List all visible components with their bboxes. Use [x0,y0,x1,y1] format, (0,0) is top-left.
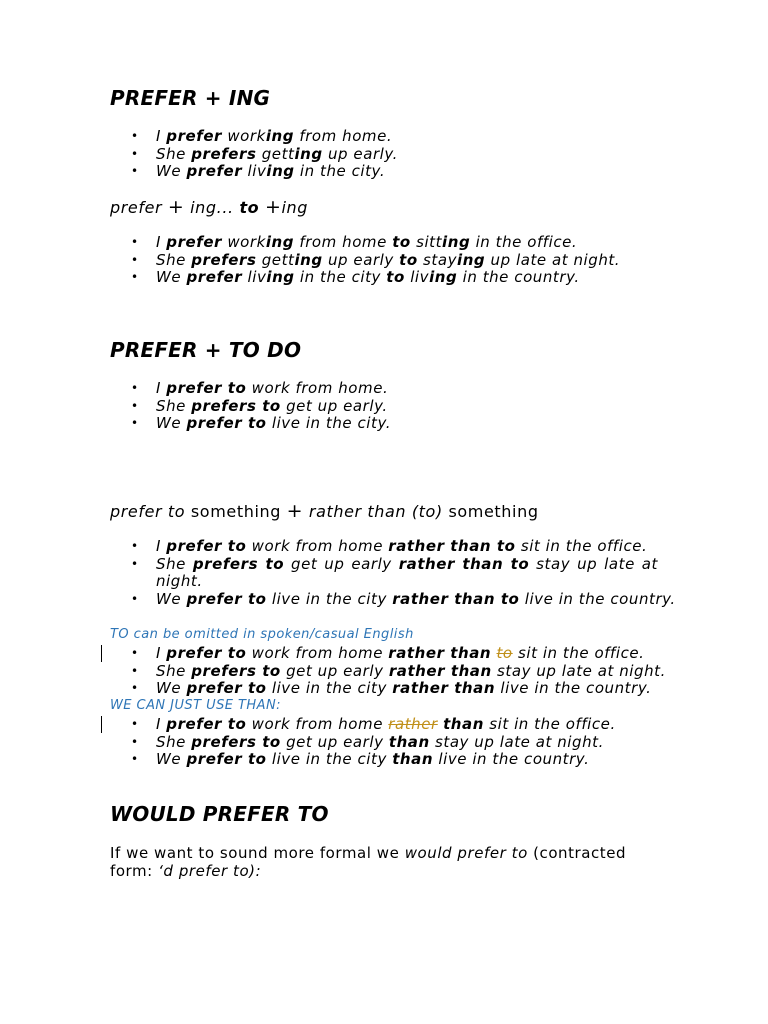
list-prefer-ing-to-ing [110,234,658,287]
list-item: • We prefer to live in the city. [110,415,658,433]
list-item-text: I prefer to work from home rather than to sit in the office. [156,644,645,662]
list-rather-than-to [110,537,676,608]
note-to-omitted: TO can be omitted in spoken/casual English [110,627,414,642]
list-item [110,716,658,734]
list-item: • I prefer to work from home rather than to sit in the office. [110,538,658,556]
list-rather-than [110,644,666,698]
paragraph-formal: If we want to sound more formal we would prefer to (contracted form: ‘d prefer to): [110,844,627,880]
list-item: • She prefers to get up early rather than stay up late at night. [110,663,658,681]
list-than [110,716,658,769]
cursor-mark [101,716,102,733]
list-item: • She prefers to get up early. [110,398,658,416]
list-item: • She prefers to get up early than stay up late at night. [110,734,658,752]
list-prefer-ing [110,128,658,181]
list-item: • We prefer to live in the city than live in the country. [110,751,658,769]
list-item: • She prefers to get up early rather than to stay up late at night. [110,556,658,591]
heading-prefer-ing: PREFER + ING [110,86,271,110]
list-prefer-to-do [110,380,658,433]
list-item: • I prefer working from home. [110,128,658,146]
list-item-text: I prefer to work from home rather than sit in the office. [156,715,616,733]
list-item: • She prefers getting up early. [110,146,658,164]
list-item: • We prefer to live in the city rather than live in the country. [110,680,658,698]
list-item: • We prefer to live in the city rather than to live in the country. [110,591,658,609]
note-just-use-than: WE CAN JUST USE THAN: [110,698,281,713]
list-item: • We prefer living in the city. [110,163,658,181]
list-item: • We prefer living in the city to living in the country. [110,269,658,287]
list-item [110,645,658,663]
list-item: • She prefers getting up early to staying up late at night. [110,252,658,270]
heading-would-prefer-to: WOULD PREFER TO [110,802,329,826]
heading-prefer-to-do: PREFER + TO DO [110,338,302,362]
formula-prefer-ing-to-ing: prefer + ing... to +ing [110,196,309,218]
cursor-mark [101,645,102,662]
list-item: • I prefer to work from home. [110,380,658,398]
formula-prefer-to-rather-than: prefer to something + rather than (to) something [110,500,539,522]
list-item: • I prefer working from home to sitting in the office. [110,234,658,252]
